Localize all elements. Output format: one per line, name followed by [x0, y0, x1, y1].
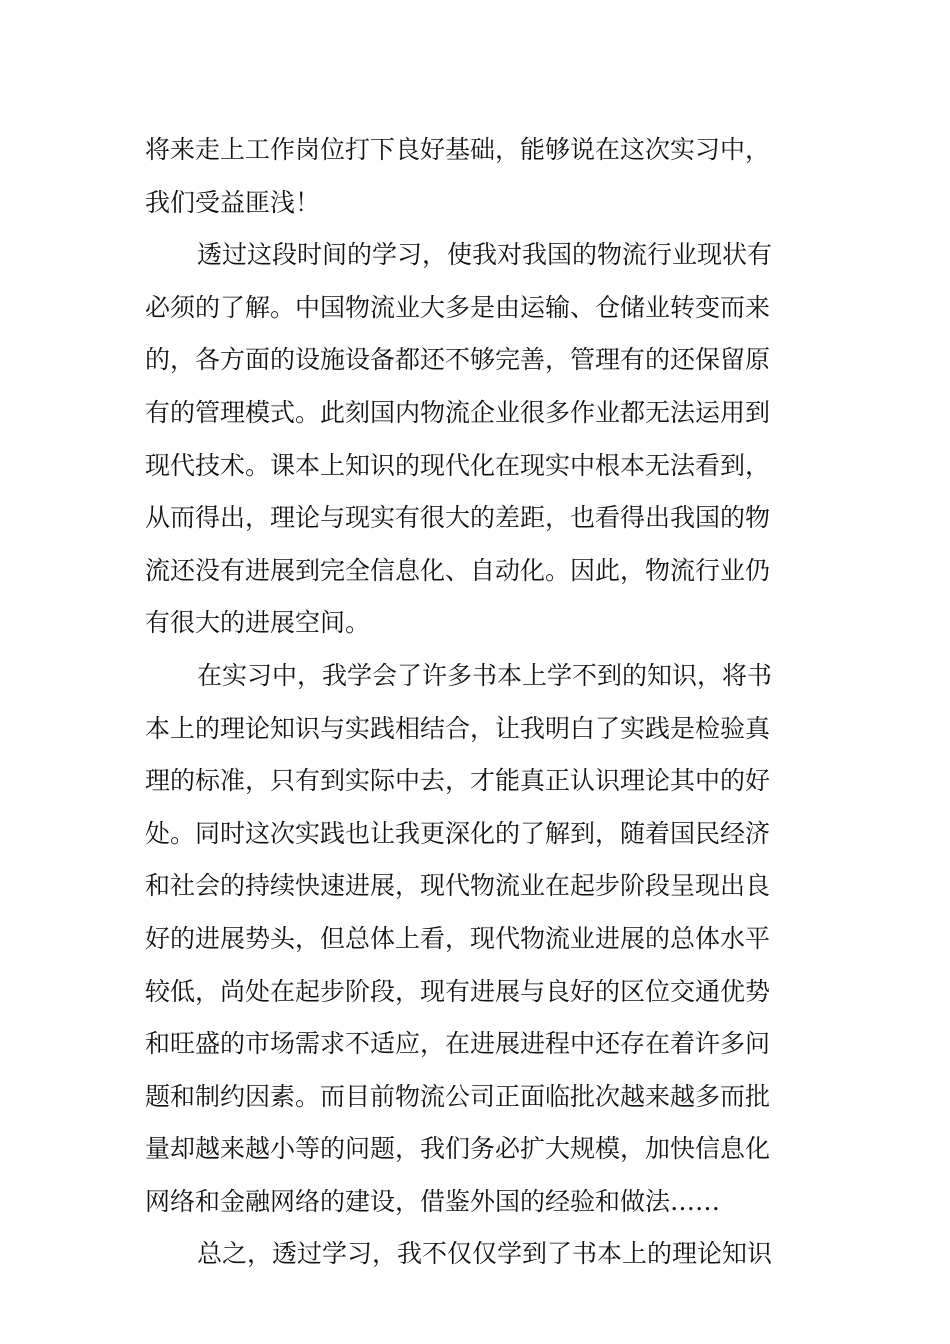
paragraph-3: [145, 650, 815, 1229]
text-line: 好的进展势头，但总体上看，现代物流业进展的总体水平: [145, 923, 771, 953]
paragraph-2: [145, 229, 815, 650]
paragraph-4: [145, 1228, 815, 1281]
text-line: 我们受益匪浅！: [145, 187, 321, 217]
text-line-indented: 在实习中，我学会了许多书本上学不到的知识，将书: [197, 660, 773, 690]
text-line-indented: 总之，透过学习，我不仅仅学到了书本上的理论知识: [197, 1239, 773, 1269]
text-line: 处。同时这次实践也让我更深化的了解到，随着国民经济: [145, 818, 771, 848]
text-line: 流还没有进展到完全信息化、自动化。因此，物流行业仍: [145, 555, 771, 585]
text-line-indented: 透过这段时间的学习，使我对我国的物流行业现状有: [197, 240, 773, 270]
text-line: 的，各方面的设施设备都还不够完善，管理有的还保留原: [145, 345, 771, 375]
text-line: 从而得出，理论与现实有很大的差距，也看得出我国的物: [145, 503, 771, 533]
text-line: 题和制约因素。而目前物流公司正面临批次越来越多而批: [145, 1081, 771, 1111]
text-line: 将来走上工作岗位打下良好基础，能够说在这次实习中，: [145, 135, 771, 164]
text-line: 有很大的进展空间。: [145, 608, 371, 638]
text-line: 和旺盛的市场需求不适应，在进展进程中还存在着许多问: [145, 1029, 771, 1059]
text-line: 较低，尚处在起步阶段，现有进展与良好的区位交通优势: [145, 976, 771, 1006]
paragraph-1: [145, 124, 815, 229]
text-line: 本上的理论知识与实践相结合，让我明白了实践是检验真: [145, 713, 771, 743]
text-line: 量却越来越小等的问题，我们务必扩大规模，加快信息化: [145, 1134, 771, 1164]
document-body: [145, 124, 815, 1281]
text-line: 必须的了解。中国物流业大多是由运输、仓储业转变而来: [145, 292, 771, 322]
text-line: 有的管理模式。此刻国内物流企业很多作业都无法运用到: [145, 397, 771, 427]
text-line: 网络和金融网络的建设，借鉴外国的经验和做法……: [145, 1186, 721, 1216]
text-line: 现代技术。课本上知识的现代化在现实中根本无法看到，: [145, 450, 771, 480]
text-line: 和社会的持续快速进展，现代物流业在起步阶段呈现出良: [145, 871, 771, 901]
text-line: 理的标准，只有到实际中去，才能真正认识理论其中的好: [145, 766, 771, 796]
